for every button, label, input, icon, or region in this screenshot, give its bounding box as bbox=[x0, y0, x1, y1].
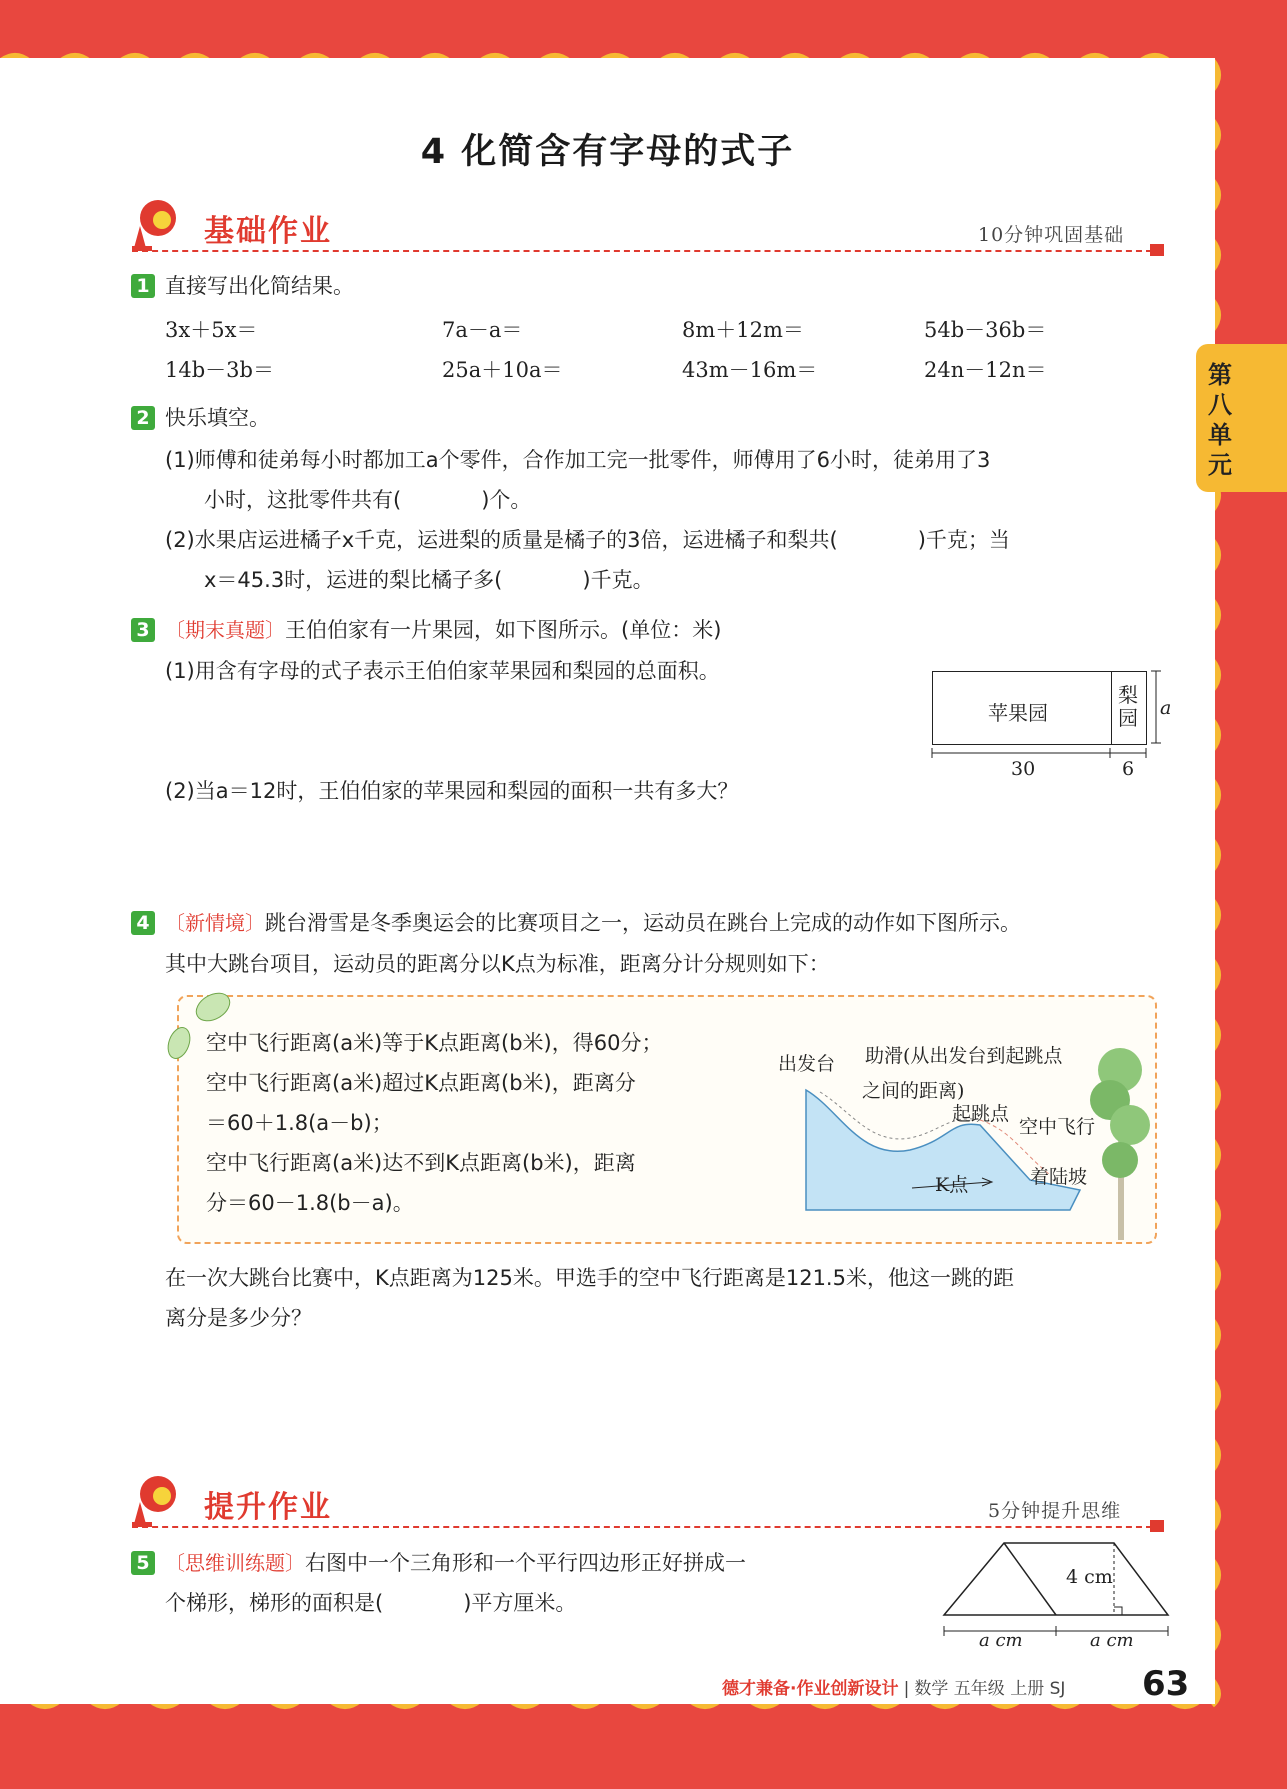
q1-item: 14b－3b＝ bbox=[165, 358, 274, 382]
q1-item: 3x＋5x＝ bbox=[165, 318, 258, 342]
pear-width-label: 6 bbox=[1122, 758, 1135, 780]
text-segment: 小时，这批零件共有( bbox=[204, 488, 402, 512]
question-number: 4 bbox=[131, 911, 155, 935]
q5-intro bbox=[165, 1550, 746, 1576]
q1-prompt: 直接写出化简结果。 bbox=[165, 274, 354, 298]
label-glide-cont: 之间的距离) bbox=[862, 1080, 965, 1102]
q3-part2: (2)当a＝12时，王伯伯家的苹果园和梨园的面积一共有多大？ bbox=[165, 779, 739, 803]
q4-text: 跳台滑雪是冬季奥运会的比赛项目之一，运动员在跳台上完成的动作如下图所示。 bbox=[265, 911, 1021, 935]
rule-exceed-line1: 空中飞行距离(a米)超过K点距离(b米)，距离分 bbox=[206, 1071, 636, 1095]
q1-item: 24n－12n＝ bbox=[924, 358, 1047, 382]
label-start-platform: 出发台 bbox=[778, 1053, 836, 1075]
pear-orchard-label: 梨园 bbox=[1118, 683, 1138, 730]
footer bbox=[722, 1674, 1065, 1699]
q3-tag: 〔期末真题〕 bbox=[165, 618, 285, 642]
question-number: 5 bbox=[131, 1551, 155, 1575]
label-flight: 空中飞行 bbox=[1019, 1116, 1096, 1138]
label-glide: 助滑(从出发台到起跳点 bbox=[865, 1045, 1063, 1067]
orchard-dimension-lines bbox=[928, 668, 1168, 764]
label-takeoff: 起跳点 bbox=[952, 1103, 1010, 1125]
text-segment: 个梯形，梯形的面积是( bbox=[165, 1591, 384, 1615]
q1-item: 54b－36b＝ bbox=[924, 318, 1047, 342]
q4-tag: 〔新情境〕 bbox=[165, 911, 265, 935]
side-tab-char: 单 bbox=[1208, 421, 1232, 449]
q5-text: 右图中一个三角形和一个平行四边形正好拼成一 bbox=[305, 1551, 746, 1575]
apple-width-label: 30 bbox=[1011, 758, 1036, 780]
divider-end-marker bbox=[1150, 1520, 1164, 1532]
label-k-point: K点 bbox=[935, 1174, 969, 1196]
side-tab-char: 第 bbox=[1208, 361, 1232, 389]
q3-intro bbox=[165, 617, 721, 643]
question-number: 3 bbox=[131, 618, 155, 642]
text-segment: (2)水果店运进橘子x千克，运进梨的质量是橘子的3倍，运进橘子和梨共( bbox=[165, 528, 838, 552]
text-segment: x＝45.3时，运进的梨比橘子多( bbox=[204, 568, 503, 592]
trapezoid-height-label: 4 cm bbox=[1066, 1566, 1113, 1588]
lesson-title: 4 化简含有字母的式子 bbox=[420, 132, 795, 172]
q1-item: 7a－a＝ bbox=[442, 318, 523, 342]
q4-text2: 其中大跳台项目，运动员的距离分以K点为标准，距离分计分规则如下： bbox=[165, 952, 830, 976]
section-note-advanced: 5分钟提升思维 bbox=[988, 1500, 1122, 1522]
label-landing-slope: 着陆坡 bbox=[1030, 1166, 1088, 1188]
megaphone-icon bbox=[130, 1472, 188, 1530]
unit-side-tab-label bbox=[1200, 360, 1240, 480]
question-number: 2 bbox=[131, 406, 155, 430]
side-tab-char: 元 bbox=[1208, 451, 1232, 479]
footer-brand: 德才兼备·作业创新设计 bbox=[722, 1679, 899, 1699]
text-segment: )平方厘米。 bbox=[463, 1591, 577, 1615]
rule-short-line1: 空中飞行距离(a米)达不到K点距离(b米)，距离 bbox=[206, 1151, 636, 1175]
trapezoid-figure bbox=[930, 1535, 1175, 1645]
section-divider bbox=[132, 1526, 1152, 1528]
trapezoid-base1-label: a cm bbox=[979, 1630, 1023, 1651]
rule-exceed-line2: ＝60＋1.8(a－b)； bbox=[206, 1111, 393, 1135]
q4-intro bbox=[165, 910, 1021, 936]
megaphone-icon bbox=[130, 196, 188, 254]
footer-separator: | bbox=[903, 1679, 910, 1699]
q2-part2-line1 bbox=[165, 527, 1010, 553]
q2-part2-line2 bbox=[204, 567, 654, 593]
q1-item: 8m＋12m＝ bbox=[682, 318, 804, 342]
q4-question-line1: 在一次大跳台比赛中，K点距离为125米。甲选手的空中飞行距离是121.5米，他这一跳的距 bbox=[165, 1266, 1014, 1290]
section-heading-basic: 基础作业 bbox=[204, 214, 332, 249]
section-note-basic: 10分钟巩固基础 bbox=[978, 224, 1125, 246]
q5-tag: 〔思维训练题〕 bbox=[165, 1551, 305, 1575]
question-number: 1 bbox=[131, 274, 155, 298]
trapezoid-base2-label: a cm bbox=[1090, 1630, 1134, 1651]
text-segment: )千克；当 bbox=[917, 528, 1010, 552]
text-segment: )千克。 bbox=[582, 568, 654, 592]
q2-part1-line1: (1)师傅和徒弟每小时都加工a个零件，合作加工完一批零件，师傅用了6小时，徒弟用了3 bbox=[165, 448, 991, 472]
side-tab-char: 八 bbox=[1208, 391, 1232, 419]
text-segment: )个。 bbox=[481, 488, 532, 512]
q3-text: 王伯伯家有一片果园，如下图所示。(单位：米) bbox=[285, 618, 722, 642]
q4-question-line2: 离分是多少分？ bbox=[165, 1306, 312, 1330]
q1-item: 25a＋10a＝ bbox=[442, 358, 563, 382]
section-divider bbox=[132, 250, 1152, 252]
q2-part1-line2 bbox=[204, 487, 531, 513]
paper-sheet bbox=[0, 58, 1215, 1704]
orchard-height-label: a bbox=[1160, 697, 1172, 719]
divider-end-marker bbox=[1150, 244, 1164, 256]
page-number: 63 bbox=[1142, 1664, 1190, 1704]
q5-line2 bbox=[165, 1590, 576, 1616]
apple-orchard-label: 苹果园 bbox=[988, 701, 1048, 725]
q2-prompt: 快乐填空。 bbox=[165, 406, 270, 430]
rule-equal: 空中飞行距离(a米)等于K点距离(b米)，得60分； bbox=[206, 1031, 663, 1055]
rule-short-line2: 分＝60－1.8(b－a)。 bbox=[206, 1191, 414, 1215]
q1-item: 43m－16m＝ bbox=[682, 358, 818, 382]
footer-info: 数学 五年级 上册 SJ bbox=[914, 1679, 1066, 1699]
section-heading-advanced: 提升作业 bbox=[204, 1490, 332, 1525]
q3-part1: (1)用含有字母的式子表示王伯伯家苹果园和梨园的总面积。 bbox=[165, 659, 720, 683]
